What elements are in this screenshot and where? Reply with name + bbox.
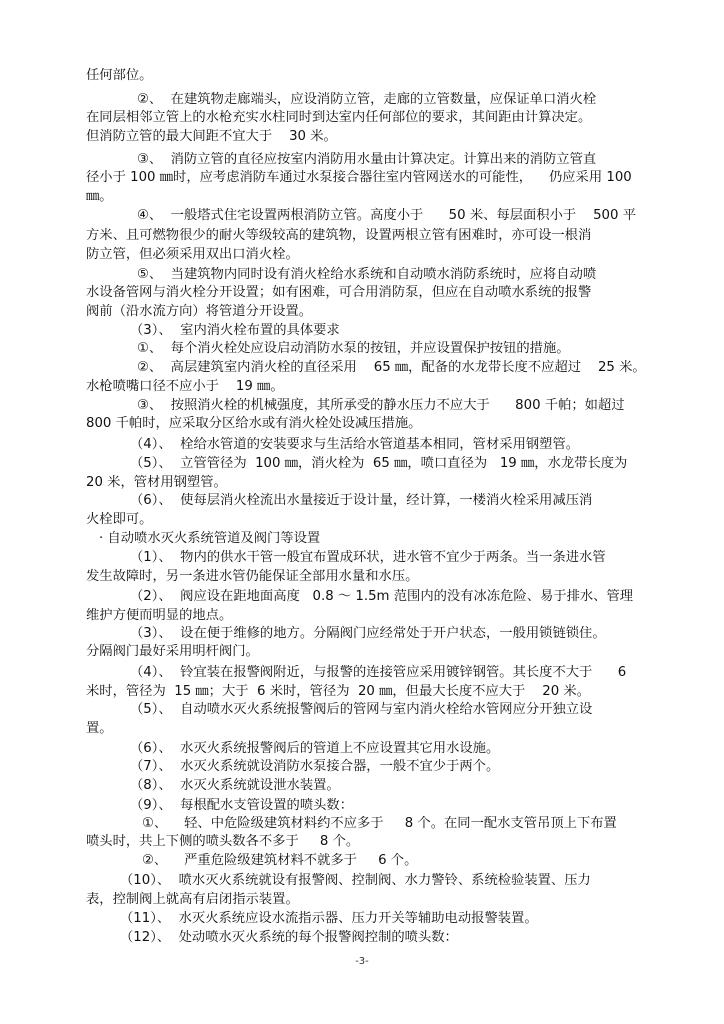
text-line: （8）、 水灭火系统就设泄水装置。 (130, 778, 340, 793)
text-line: 米时，管径为 15 ㎜；大于 6 米时，管径为 20 ㎜，但最大长度不应大于 20 米。 (86, 684, 591, 699)
section-heading: · 自动喷水灭火系统管道及阀门等设置 (99, 531, 321, 546)
text-line: 800 千帕时，应采取分区给水或有消火栓处设减压措施。 (86, 416, 422, 431)
text-line: 20 米，管材用钢塑管。 (86, 475, 227, 490)
text-line: 发生故障时，另一条进水管仍能保证全部用水量和水压。 (86, 569, 419, 584)
text-line: ②、 严重危险级建筑材料不就多于 6 个。 (142, 853, 418, 868)
text-line: （4）、 铃宜装在报警阀附近，与报警的连接管应采用镀锌钢管。其长度不大于 6 (130, 665, 627, 680)
text-line: （1）、 物内的供水干管一般宜布置成环状，进水管不宜少于两条。当一条进水管 (130, 550, 606, 565)
text-line: 维护方便而明显的地点。 (86, 608, 233, 623)
text-line: ③、 消防立管的直径应按室内消防用水量由计算决定。计算出来的消防立管直 (137, 152, 597, 167)
text-line: （12）、 处动喷水灭火系统的每个报警阀控制的喷头数： (120, 930, 458, 945)
text-line: ①、 轻、中危险级建筑材料约不应多于 8 个。在同一配水支管吊顶上下布置 (142, 816, 617, 831)
text-line: ㎜。 (86, 189, 113, 204)
page-number: -3- (355, 956, 369, 967)
text-line: （10）、 喷水灭火系统就设有报警阀、控制阀、水力警铃、系统检验装置、压力 (120, 873, 591, 888)
text-line: 任何部位。 (86, 68, 153, 83)
text-line: ③、 按照消火栓的机械强度，其所承受的静水压力不应大于 800 千帕；如超过 (137, 398, 625, 413)
text-line: （5）、 立管管径为 100 ㎜，消火栓为 65 ㎜，喷口直径为 19 ㎜，水龙带长度为 (130, 456, 628, 471)
text-line: 分隔阀门最好采用明杆阀门。 (86, 644, 259, 659)
text-line: （2）、 阀应设在距地面高度 0.8 ～ 1.5m 范围内的没有冰冻危险、易于排水、管理 (130, 589, 634, 604)
text-line: （5）、 自动喷水灭火系统报警阀后的管网与室内消火栓给水管网应分开独立设 (130, 702, 593, 717)
text-line: （6）、 水灭火系统报警阀后的管道上不应设置其它用水设施。 (130, 741, 500, 756)
text-line: （3）、 室内消火栓布置的具体要求 (130, 323, 340, 338)
text-line: ②、 高层建筑室内消火栓的直径采用 65 ㎜，配备的水龙带长度不应超过 25 米。 (137, 360, 646, 375)
text-line: ②、 在建筑物走廊端头，应设消防立管，走廊的立管数量，应保证单口消火栓 (137, 92, 597, 107)
text-line: 火栓即可。 (86, 512, 153, 527)
text-line: （4）、 栓给水管道的安装要求与生活给水管道基本相同，管材采用钢塑管。 (130, 437, 580, 452)
text-line: （6）、 使每层消火栓流出水量接近于设计量，经计算，一楼消火栓采用减压消 (130, 493, 593, 508)
text-line: ④、 一般塔式住宅设置两根消防立管。高度小于 50 米、每层面积小于 500 平 (137, 208, 637, 223)
text-line: 阀前（沿水流方向）将管道分开设置。 (86, 304, 313, 319)
text-line: 径小于 100 ㎜时，应考虑消防车通过水泵接合器往室内管网送水的可能性， 仍应采用 100 (86, 170, 632, 185)
text-line: ①、 每个消火栓处应设启动消防水泵的按钮，并应设置保护按钮的措施。 (137, 341, 570, 356)
text-line: 喷头时，共上下侧的喷头数各不多于 8 个。 (86, 834, 360, 849)
text-line: （7）、 水灭火系统就设消防水泵接合器，一般不宜少于两个。 (130, 759, 500, 774)
text-line: 在同层相邻立管上的水枪充实水柱同时到达室内任何部位的要求，其间距由计算决定。 (86, 110, 592, 125)
text-line: （11）、 水灭火系统应设水流指示器、压力开关等辅助电动报警装置。 (120, 911, 538, 926)
text-line: 防立管，但必须采用双出口消火栓。 (86, 247, 299, 262)
text-line: 置。 (86, 721, 113, 736)
text-line: 水枪喷嘴口径不应小于 19 ㎜。 (86, 379, 284, 394)
text-line: 表，控制阀上就高有启闭指示装置。 (86, 892, 299, 907)
text-line: （9）、 每根配水支管设置的喷头数： (130, 798, 354, 813)
text-line: 水设备管网与消火栓分开设置；如有困难，可合用消防泵，但应在自动喷水系统的报警 (86, 285, 592, 300)
text-line: （3）、 设在便于维修的地方。分隔阀门应经常处于开户状态，一般用锁链锁住。 (130, 626, 606, 641)
text-line: ⑤、 当建筑物内同时设有消火栓给水系统和自动喷水消防系统时，应将自动喷 (137, 267, 597, 282)
text-line: 方米、且可燃物很少的耐火等级较高的建筑物，设置两根立管有困难时，亦可设一根消 (86, 228, 592, 243)
text-line: 但消防立管的最大间距不宜大于 30 米。 (86, 129, 337, 144)
